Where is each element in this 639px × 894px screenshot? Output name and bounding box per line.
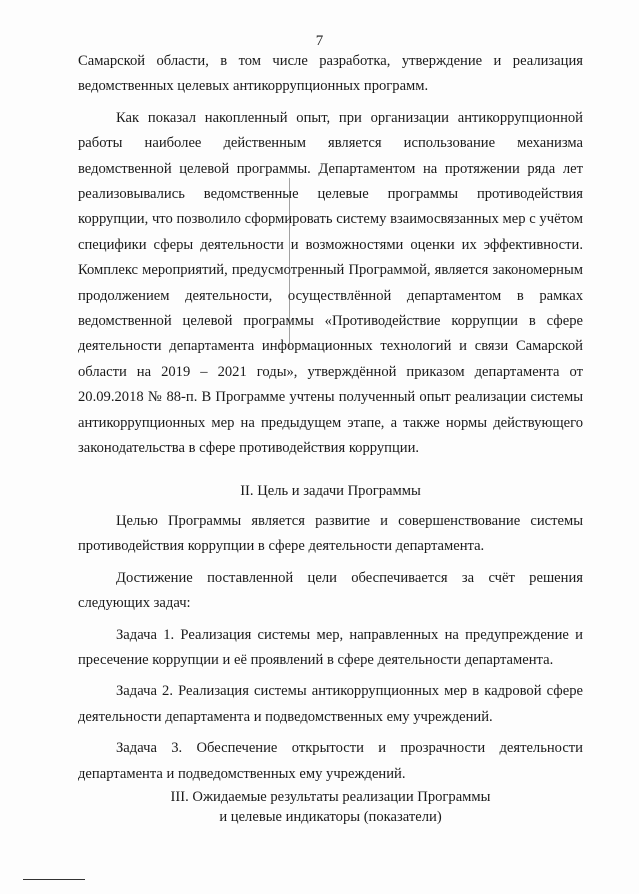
- task-3-paragraph: Задача 3. Обеспечение открытости и прозрачности деятельности департамента и подведомственных ему учреждений.: [78, 740, 583, 782]
- section-3-title: [78, 787, 583, 827]
- scan-artifact-line: [289, 178, 290, 350]
- task-1-paragraph: Задача 1. Реализация системы мер, направленных на предупреждение и пресечение коррупции и её проявлений в сфере деятельности департамента.: [78, 626, 583, 669]
- section-2-title: II. Цель и задачи Программы: [240, 483, 421, 499]
- footnote-divider: [23, 879, 85, 880]
- achievement-paragraph: Достижение поставленной цели обеспечивается за счёт решения следующих задач:: [78, 569, 583, 612]
- task-2-paragraph: Задача 2. Реализация системы антикоррупционных мер в кадровой сфере деятельности департамента и подведомственных ему учреждений.: [78, 683, 583, 725]
- section-2-body: [78, 509, 583, 787]
- continuation-paragraph: Самарской области, в том числе разработка, утверждение и реализация ведомственных целевых антикоррупционных программ.: [78, 53, 583, 95]
- section-3-title-line-1: III. Ожидаемые результаты реализации Программы: [170, 789, 491, 805]
- intro-block: [78, 49, 583, 462]
- goal-paragraph: Целью Программы является развитие и совершенствование системы противодействия коррупции в сфере деятельности департамента.: [78, 513, 583, 555]
- section-3-title-line-2: и целевые индикаторы (показатели): [219, 809, 442, 825]
- page-number: 7: [315, 33, 324, 49]
- experience-paragraph: Как показал накопленный опыт, при организации антикоррупционной работы наиболее действенным является использование механизма ведомственной целевой программы. Департаментом на протяжении ряда лет реализовывались ведомственные целевые программы противодействия коррупции, что позволило сформировать систему взаимосвязанных мер с учётом специфики сферы деятельности и возможностями оценки их эффективности. Комплекс мероприятий, предусмотренный Программой, является закономерным продолжением деятельности, осуществлённой департаментом в рамках ведомственной целевой программы «Противодействие коррупции в сфере деятельности департамента информационных технологий и связи Самарской области на 2019 – 2021 годы», утверждённой приказом департамента от 20.09.2018 № 88-п. В Программе учтены полученный опыт реализации системы антикоррупционных мер на предыдущем этапе, а также нормы действующего законодательства в сфере противодействия коррупции.: [78, 109, 583, 457]
